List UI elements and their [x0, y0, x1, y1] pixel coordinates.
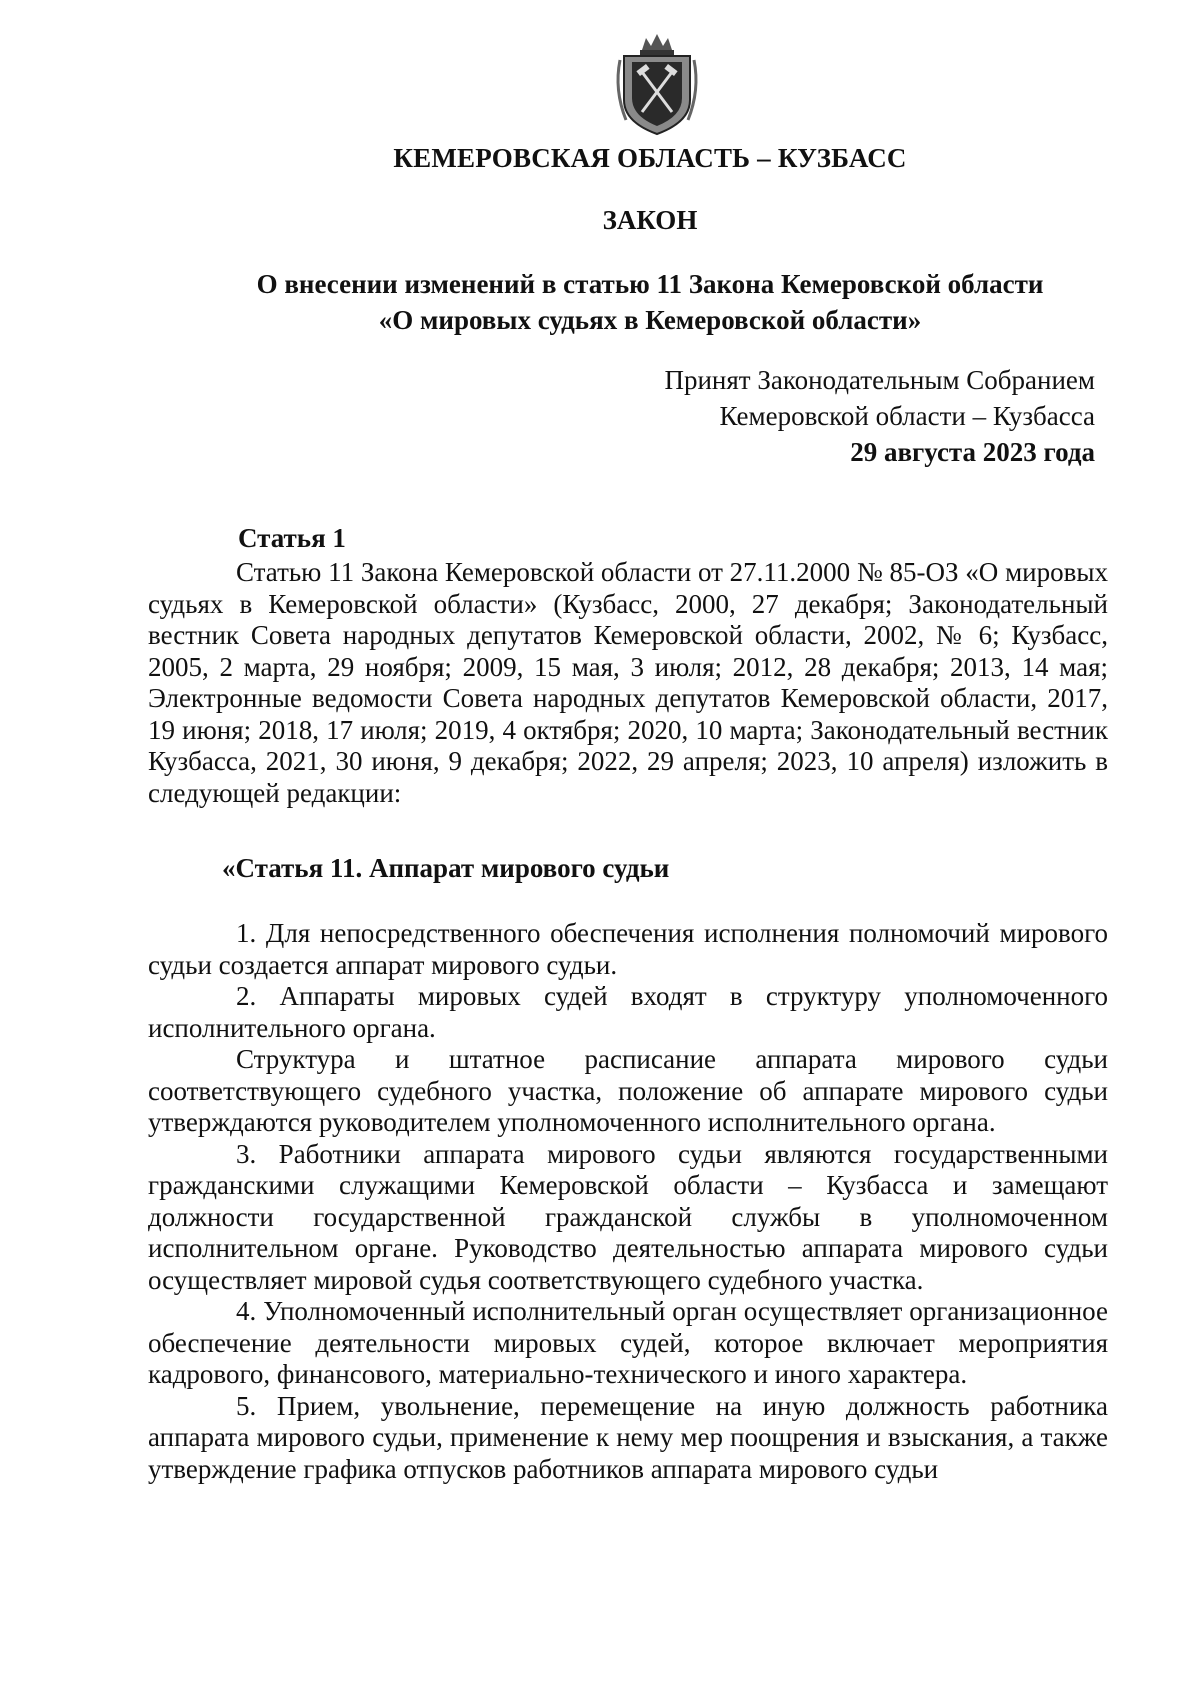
article-1-text	[148, 557, 1108, 809]
article-1-paragraph: Статью 11 Закона Кемеровской области от 27.11.2000 № 85-ОЗ «О мировых судьях в Кемеровской области» (Кузбасс, 2000, 27 декабря; Законодательный вестник Совета народных депутатов Кемеровской области, 2002, № 6; Кузбасс, 2005, 2 марта, 29 ноября; 2009, 15 мая, 3 июля; 2012, 28 декабря; 2013, 14 мая; Электронные ведомости Совета народных депутатов Кемеровской области, 2017, 19 июня; 2018, 17 июля; 2019, 4 октября; 2020, 10 марта; Законодательный вестник Кузбасса, 2021, 30 июня, 9 декабря; 2022, 29 апреля; 2023, 10 апреля) изложить в следующей редакции:	[148, 557, 1108, 808]
article-11-text	[148, 918, 1108, 1485]
law-title-line-2: «О мировых судьях в Кемеровской области»	[378, 305, 922, 335]
adoption-line-1: Принят Законодательным Собранием	[664, 365, 1095, 395]
document-type: ЗАКОН	[602, 205, 698, 235]
article-1-heading: Статья 1	[238, 523, 346, 553]
law-title-line-1: О внесении изменений в статью 11 Закона Кемеровской области	[256, 269, 1044, 299]
adoption-line-2: Кемеровской области – Кузбасса	[719, 401, 1095, 431]
adoption-date: 29 августа 2023 года	[850, 437, 1095, 467]
region-name: КЕМЕРОВСКАЯ ОБЛАСТЬ – КУЗБАСС	[393, 143, 907, 173]
article-11-point-3: 3. Работники аппарата мирового судьи являются государственными гражданскими служащими Кемеровской области – Кузбасса и замещают должности государственной гражданской службы в уполномоченном исполнительном органе. Руководство деятельностью аппарата мирового судьи осуществляет мировой судья соответствующего судебного участка.	[148, 1138, 1108, 1295]
law-title	[0, 266, 1200, 338]
article-11-point-2: 2. Аппараты мировых судей входят в структуру уполномоченного исполнительного органа.	[148, 981, 1108, 1043]
article-11-point-1: 1. Для непосредственного обеспечения исполнения полномочий мирового судьи создается аппарат мирового судьи.	[148, 918, 1108, 980]
adoption-block	[664, 362, 1095, 470]
article-11-heading: «Статья 11. Аппарат мирового судьи	[222, 853, 670, 883]
coat-of-arms-icon	[612, 30, 702, 140]
article-11-point-2-structure: Структура и штатное расписание аппарата мирового судьи соответствующего судебного участка, положение об аппарате мирового судьи утверждаются руководителем уполномоченного исполнительного органа.	[148, 1044, 1108, 1137]
article-11-point-5: 5. Прием, увольнение, перемещение на иную должность работника аппарата мирового судьи, применение к нему мер поощрения и взыскания, а также утверждение графика отпусков работников аппарата мирового судьи	[148, 1390, 1108, 1484]
article-11-point-4: 4. Уполномоченный исполнительный орган осуществляет организационное обеспечение деятельности мировых судей, которое включает мероприятия кадрового, финансового, материально-технического и иного характера.	[148, 1296, 1108, 1389]
